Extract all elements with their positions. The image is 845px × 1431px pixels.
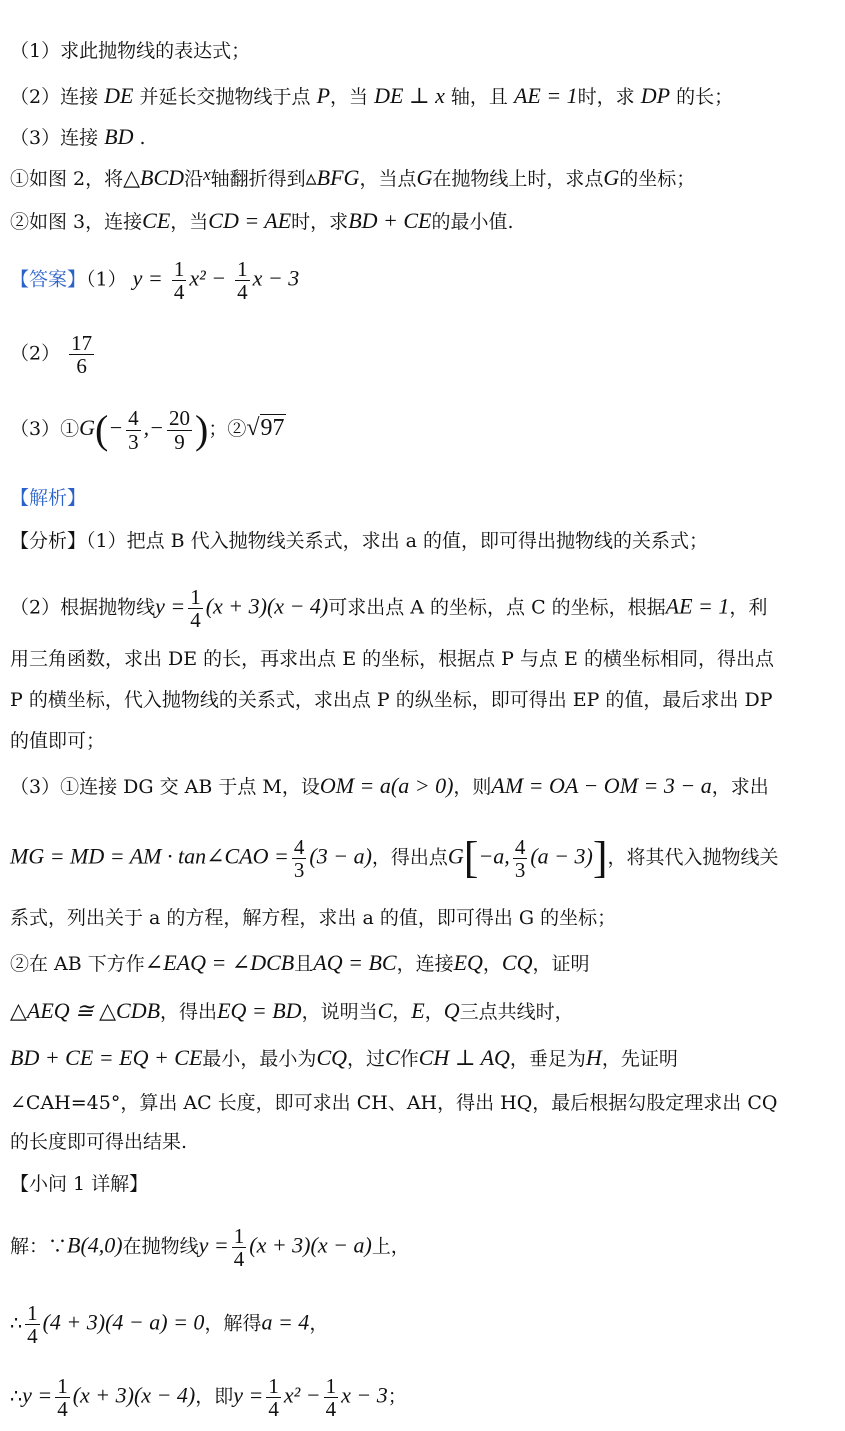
- q2-text-a: （2）连接: [10, 86, 105, 108]
- left-paren: (: [94, 407, 109, 452]
- l3-y2: y =: [233, 1382, 264, 1408]
- frac-den: 4: [27, 1324, 38, 1349]
- frac-den: 3: [293, 857, 305, 882]
- answer-3-prefix: （3）①: [10, 418, 80, 440]
- p11-text-d: ，过: [347, 1048, 386, 1070]
- l1-b: B(4,0): [67, 1232, 123, 1258]
- l3-text-b: ，即: [195, 1385, 234, 1408]
- q2-math-ae: AE = 1: [513, 83, 578, 108]
- q32-text-g: 的最小值.: [431, 211, 514, 233]
- p2-ae: AE = 1: [665, 593, 730, 619]
- question-1-text: （1）求此抛物线的表达式；: [10, 40, 251, 62]
- analysis-p8: [10, 907, 616, 930]
- q31-text-g: ，当点: [359, 168, 417, 190]
- p2-text-c: ，利: [729, 596, 768, 619]
- p7-in: −a,: [478, 843, 510, 869]
- q31-text-c: 沿: [184, 168, 204, 190]
- p7-text-c: ，得出点: [371, 846, 448, 869]
- l3-y: y =: [22, 1382, 53, 1408]
- frac-num: 1: [27, 1301, 38, 1325]
- l2-a: a = 4: [261, 1309, 310, 1335]
- analysis-p5: [10, 730, 105, 753]
- frac-num: 4: [128, 406, 139, 431]
- question-3: [10, 124, 146, 150]
- p11-ch: CH ⊥ AQ: [418, 1045, 510, 1070]
- p10-comma-1: ，: [392, 1001, 412, 1023]
- l1-text-c: 在抛物线: [122, 1235, 199, 1258]
- left-bracket: [: [463, 833, 479, 882]
- l1-text-a: 解：∵: [10, 1235, 68, 1258]
- q32-math-ce: CE: [142, 208, 171, 233]
- l2-comma: ，: [309, 1312, 329, 1335]
- question-1: [10, 40, 250, 63]
- answer-2: [10, 332, 97, 377]
- p2-y: y =: [155, 593, 186, 619]
- p2-text-a: （2）根据抛物线: [10, 596, 156, 619]
- p9-text-e: ，连接: [396, 953, 454, 975]
- answer-3-frac-2: [167, 407, 192, 452]
- answer-1-frac-2: [235, 258, 250, 303]
- q3-text-a: （3）连接: [10, 127, 105, 149]
- answer-tag: 【答案】: [10, 268, 87, 291]
- detail-tag: 【小问 1 详解】: [10, 1173, 149, 1195]
- answer-2-frac: [69, 332, 94, 377]
- l1-expr: (x + 3)(x − a): [249, 1232, 372, 1258]
- p10-text-d: ，说明当: [301, 1001, 378, 1023]
- q32-math-sum: BD + CE: [348, 208, 432, 233]
- p2-frac: [188, 586, 203, 631]
- q31-math-g2: G: [603, 165, 620, 190]
- frac-num: 4: [293, 834, 305, 859]
- l3-tail: x − 3: [341, 1382, 388, 1408]
- answer-1-frac-1: [172, 258, 187, 303]
- p2-expr: (x + 3)(x − 4): [205, 593, 329, 619]
- frac-den: 4: [233, 1247, 245, 1272]
- frac-num: 1: [190, 585, 201, 609]
- frac-den: 3: [514, 857, 526, 882]
- frac-num: 1: [268, 1374, 279, 1398]
- q31-text-k: 的坐标；: [619, 168, 696, 190]
- p9-cq: CQ: [501, 950, 533, 975]
- frac-num: 1: [173, 257, 185, 281]
- p7-expr: (3 − a): [309, 843, 372, 869]
- p7-frac: [292, 836, 307, 881]
- frac-den: 9: [174, 429, 185, 454]
- l3-therefore: ∴: [10, 1385, 23, 1408]
- q2-text-k: 的长；: [670, 86, 734, 108]
- p6-text-a: （3）①连接 DG 交 AB 于点 M，设: [10, 776, 320, 798]
- analysis-tag-line: [10, 487, 86, 510]
- l3-frac-3: [324, 1375, 339, 1420]
- q2-math-p: P: [316, 83, 331, 108]
- l1-text-e: 上，: [371, 1235, 410, 1258]
- p8-text: 系式，列出关于 a 的方程，解方程，求出 a 的值，即可得出 G 的坐标；: [10, 907, 617, 929]
- p10-c: C: [377, 998, 393, 1023]
- question-3-1: [10, 165, 695, 191]
- l3-frac: [55, 1375, 70, 1420]
- q31-math-g1: G: [416, 165, 433, 190]
- p6-text-b: ，则: [453, 776, 492, 798]
- frac-den: 4: [237, 280, 248, 305]
- frac-den: 4: [190, 608, 201, 633]
- answer-1-prefix: （1）: [86, 268, 127, 291]
- l2-therefore: ∴: [10, 1312, 23, 1335]
- q2-text-i: 时，求: [577, 86, 641, 108]
- question-2: [10, 83, 733, 109]
- q32-text-e: 时，求: [291, 211, 349, 233]
- p9-text-c: 且: [294, 953, 314, 975]
- detail-tag-line: [10, 1173, 148, 1196]
- p3-text: 用三角函数，求出 DE 的长，再求出点 E 的坐标，根据点 P 与点 E 的横坐标相同，得出点: [10, 648, 774, 670]
- l3-frac-2: [266, 1375, 281, 1420]
- detail-l3: [10, 1375, 407, 1420]
- q2-math-dp: DP: [640, 83, 671, 108]
- q2-text-e: ，当: [330, 86, 375, 108]
- p9-eq: EQ: [453, 950, 483, 975]
- l3-expr: (x + 3)(x − 4): [72, 1382, 196, 1408]
- frac-den: 4: [268, 1397, 279, 1422]
- analysis-p1-text: 【分析】（1）把点 B 代入抛物线关系式，求出 a 的值，即可得出抛物线的关系式；: [10, 530, 709, 552]
- p2-text-b: 可求出点 A 的坐标，点 C 的坐标，根据: [328, 596, 666, 619]
- frac-num: 1: [325, 1374, 337, 1398]
- analysis-p13: [10, 1131, 187, 1154]
- frac-den: 3: [128, 429, 139, 454]
- q31-math-x: x: [203, 165, 211, 184]
- q31-math-bcd: △BCD: [123, 165, 185, 190]
- p9-angles: ∠EAQ = ∠DCB: [144, 950, 295, 975]
- q2-text-c: 并延长交抛物线于点: [133, 86, 317, 108]
- answer-3-mid: ；②: [208, 418, 247, 440]
- p7-mg: MG = MD = AM · tan∠CAO =: [10, 843, 289, 869]
- l3-x2: x² −: [283, 1382, 321, 1408]
- frac-den: 6: [76, 354, 87, 379]
- right-paren: ): [195, 407, 209, 452]
- p11-text-h: ，垂足为: [509, 1048, 586, 1070]
- q3-text-c: .: [133, 127, 146, 149]
- p11-sum: BD + CE = EQ + CE: [10, 1045, 203, 1070]
- p11-text-f: 作: [399, 1048, 419, 1070]
- p7-g: G: [447, 843, 464, 869]
- answer-1: [10, 258, 299, 303]
- p6-text-d: ，求出: [711, 776, 769, 798]
- l2-expr: (4 + 3)(4 − a) = 0: [42, 1309, 205, 1335]
- p10-eq-bd: EQ = BD: [217, 998, 302, 1023]
- l2-text-b: ，解得: [204, 1312, 262, 1335]
- q2-text-g: 轴，且: [444, 86, 514, 108]
- q31-text-e: 轴翻折得到: [210, 168, 306, 190]
- p7-text-e: ，将其代入抛物线关: [607, 846, 779, 869]
- p12-text: ∠CAH=45°，算出 AC 长度，即可求出 CH、AH，得出 HQ，最后根据勾股定理求出 CQ: [10, 1092, 778, 1114]
- analysis-tag: 【解析】: [10, 487, 87, 509]
- answer-1-x2: x² −: [189, 265, 227, 291]
- l1-frac: [232, 1225, 247, 1270]
- frac-num: 1: [57, 1374, 68, 1398]
- question-3-2: [10, 208, 514, 234]
- answer-1-tail: x − 3: [252, 265, 300, 291]
- p11-cq: CQ: [316, 1045, 347, 1070]
- right-bracket: ]: [592, 833, 608, 882]
- analysis-p3: [10, 648, 774, 671]
- p6-om: OM = a(a > 0): [319, 773, 454, 798]
- l1-y: y =: [198, 1232, 229, 1258]
- detail-l2: [10, 1302, 328, 1347]
- p7-in2: (a − 3): [530, 843, 593, 869]
- answer-3-frac-1: [126, 407, 141, 452]
- frac-num: 4: [514, 834, 526, 859]
- analysis-p1: [10, 530, 708, 553]
- answer-1-y: y =: [132, 265, 163, 291]
- q32-math-cd-ae: CD = AE: [208, 208, 292, 233]
- answer-3-sep: ,−: [143, 415, 165, 440]
- p13-text: 的长度即可得出结果.: [10, 1131, 188, 1153]
- detail-l1: [10, 1225, 410, 1270]
- l3-end: ；: [387, 1385, 407, 1408]
- analysis-p9: [10, 950, 590, 976]
- l2-frac: [25, 1302, 40, 1347]
- p10-text-b: ，得出: [160, 1001, 218, 1023]
- p4-text: P 的横坐标，代入抛物线的关系式，求出点 P 的纵坐标，即可得出 EP 的值，最后求出 DP: [10, 689, 773, 711]
- answer-2-prefix: （2）: [10, 342, 61, 365]
- q32-text-a: ②如图 3，连接: [10, 211, 143, 233]
- p9-text-a: ②在 AB 下方作: [10, 953, 145, 975]
- p9-aq: AQ = BC: [313, 950, 397, 975]
- frac-num: 17: [71, 331, 93, 355]
- analysis-p2: [10, 586, 767, 631]
- q32-text-c: ，当: [170, 211, 209, 233]
- p9-text-g: ，: [482, 953, 502, 975]
- frac-num: 1: [237, 257, 248, 281]
- answer-3-g: G: [79, 415, 95, 440]
- frac-den: 4: [325, 1397, 337, 1422]
- q2-math-perp: DE ⊥ x: [374, 83, 445, 108]
- p10-comma-2: ，: [424, 1001, 444, 1023]
- p10-congruent: △AEQ ≅ △CDB: [10, 998, 161, 1023]
- sqrt-radicand: 97: [260, 415, 285, 441]
- frac-num: 20: [169, 406, 191, 431]
- p9-text-i: ，证明: [532, 953, 590, 975]
- frac-num: 1: [233, 1224, 245, 1248]
- answer-3-sqrt: √97: [246, 415, 285, 441]
- p7-frac-2: [513, 836, 528, 881]
- q3-math-bd: BD: [104, 124, 134, 149]
- frac-den: 4: [57, 1397, 68, 1422]
- p5-text: 的值即可；: [10, 730, 106, 752]
- q2-math-de: DE: [104, 83, 134, 108]
- p11-text-j: ，先证明: [601, 1048, 678, 1070]
- q31-math-bfg: ▵BFG: [305, 165, 360, 190]
- analysis-p6: [10, 773, 769, 799]
- q31-text-i: 在抛物线上时，求点: [432, 168, 604, 190]
- q31-text-a: ①如图 2，将: [10, 168, 124, 190]
- p10-e: E: [411, 998, 425, 1023]
- p10-q: Q: [443, 998, 460, 1023]
- analysis-p12: [10, 1092, 777, 1115]
- p11-c: C: [385, 1045, 400, 1070]
- p6-am: AM = OA − OM = 3 − a: [491, 773, 712, 798]
- p10-text-j: 三点共线时，: [459, 1001, 574, 1023]
- p11-h: H: [585, 1045, 602, 1070]
- analysis-p10: [10, 998, 574, 1024]
- frac-den: 4: [173, 280, 185, 305]
- analysis-p4: [10, 689, 772, 712]
- p11-text-b: 最小，最小为: [202, 1048, 317, 1070]
- answer-3: [10, 406, 286, 454]
- analysis-p7: [10, 832, 778, 885]
- answer-3-minus: −: [108, 415, 124, 440]
- analysis-p11: [10, 1045, 678, 1071]
